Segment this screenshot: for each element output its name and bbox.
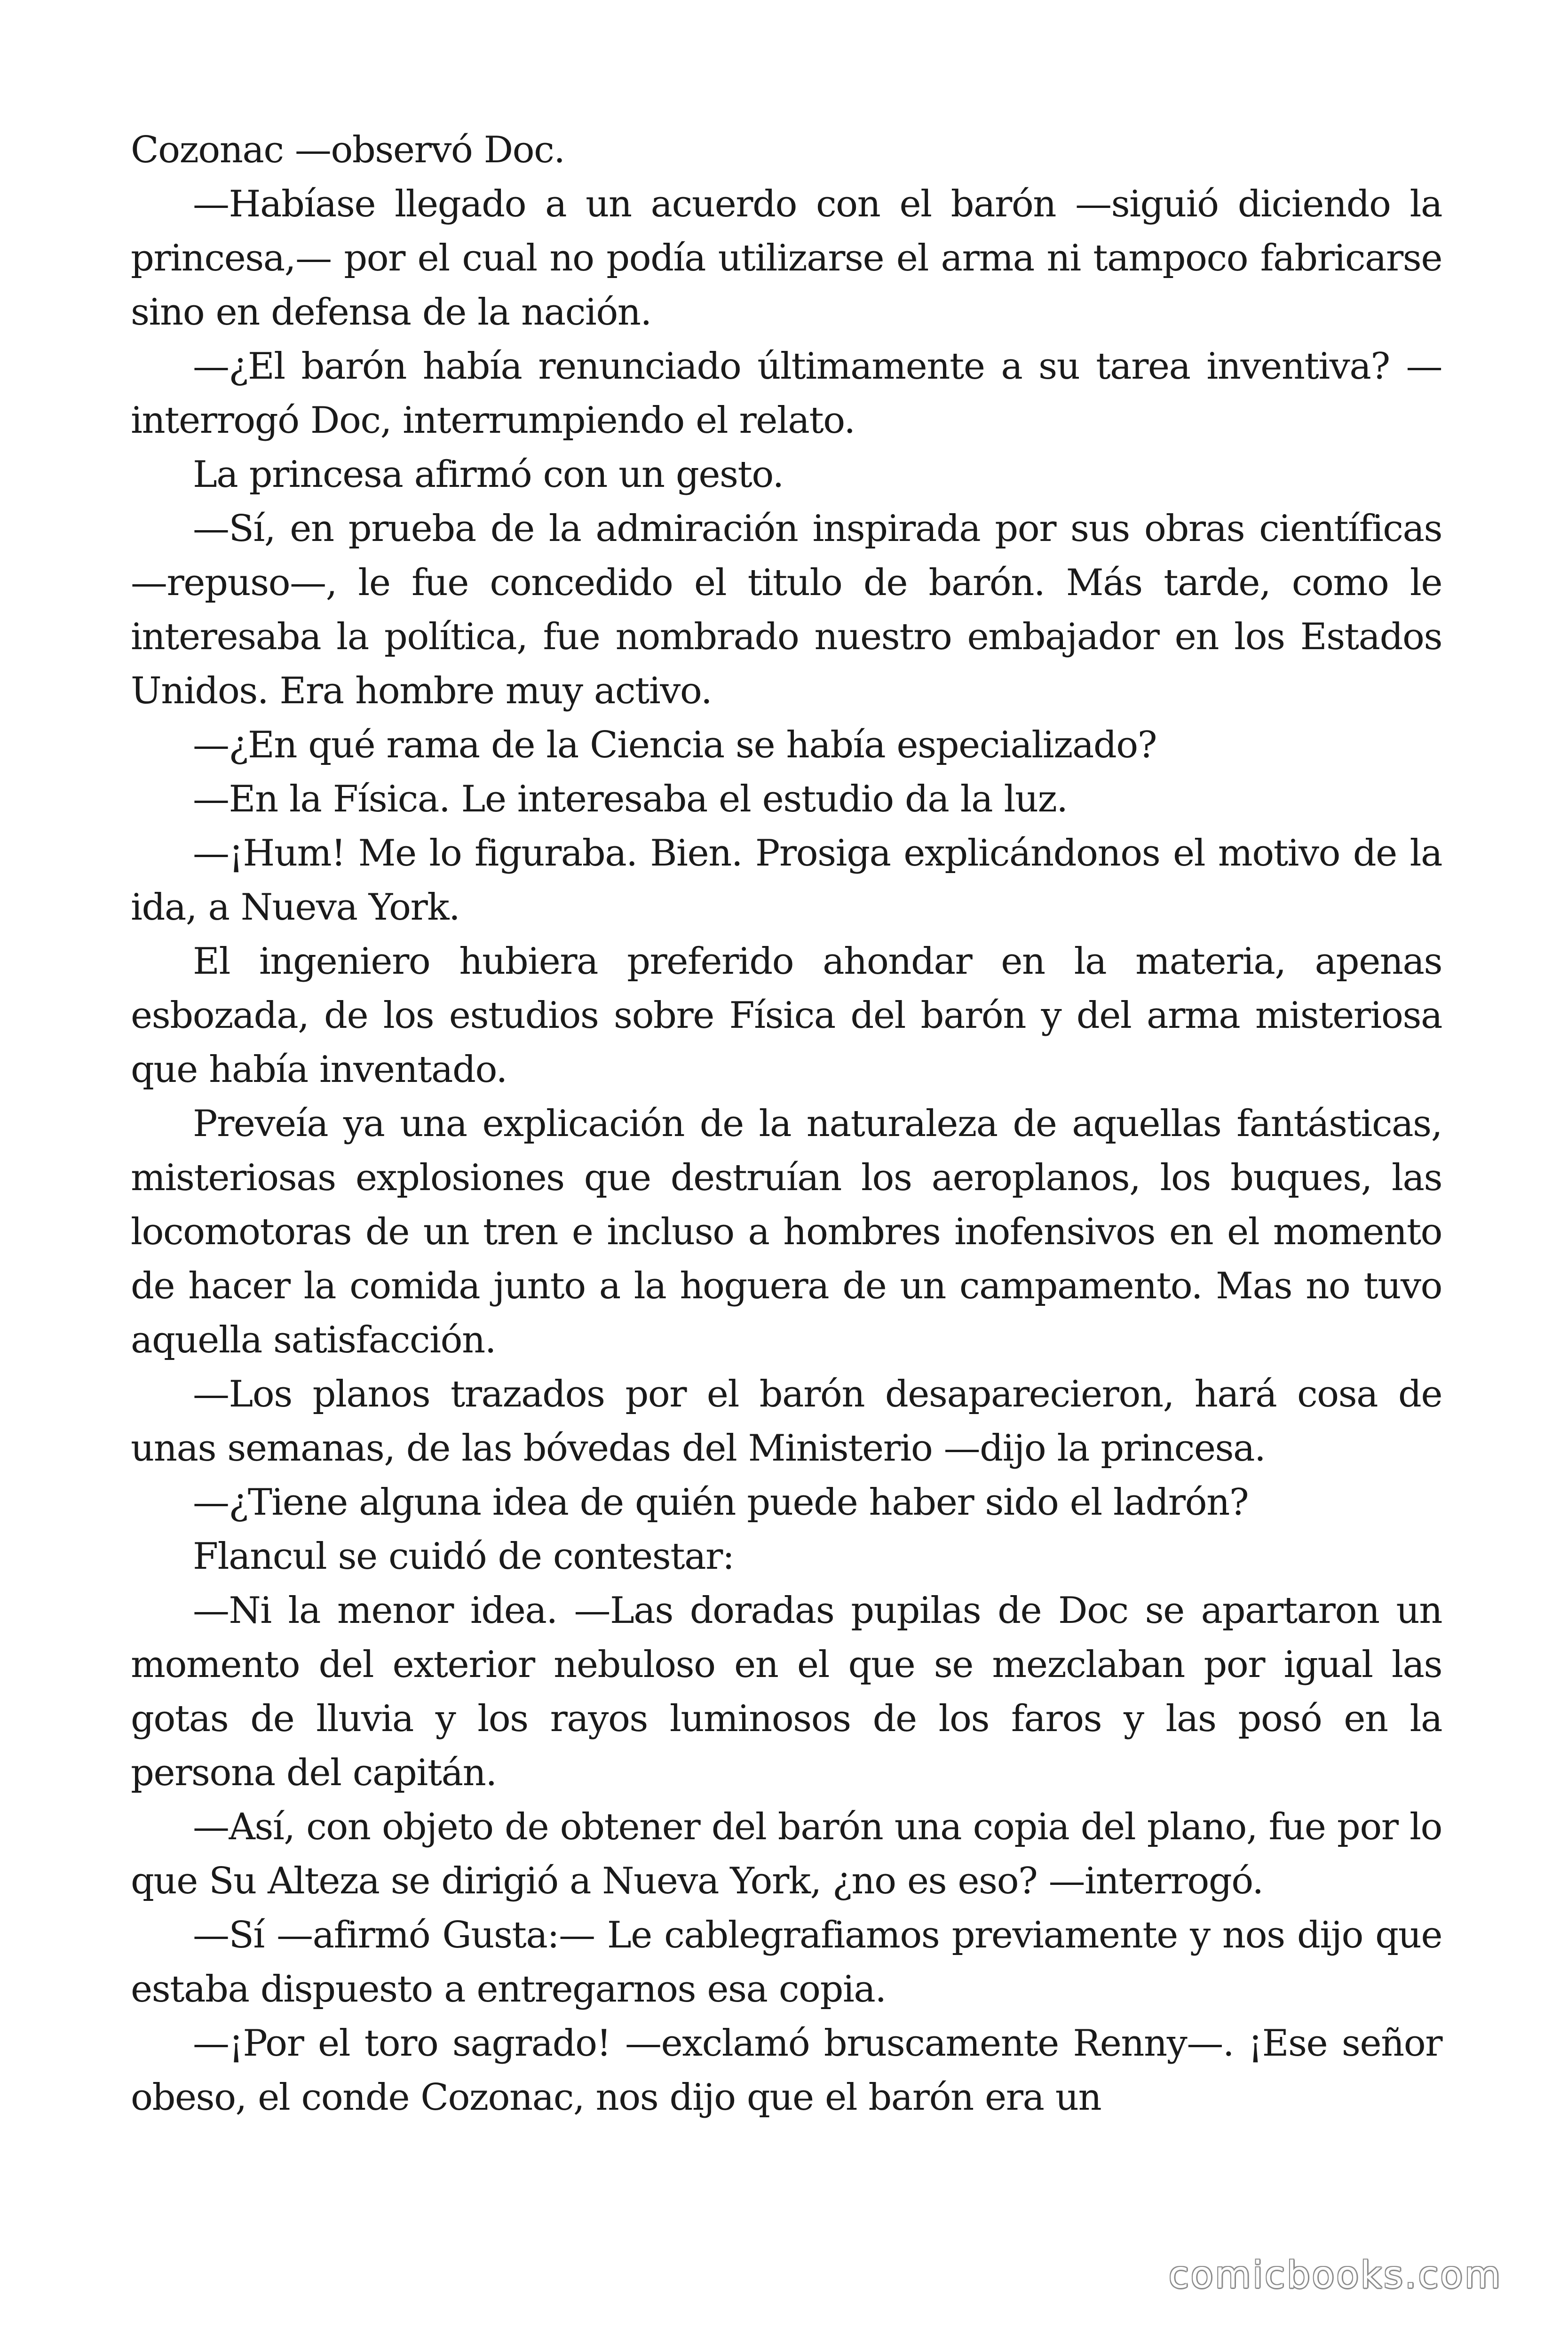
paragraph: —En la Física. Le interesaba el estudio da la luz. <box>193 778 1068 820</box>
body-text <box>131 123 1442 2125</box>
watermark: comicbooks.com <box>1168 2254 1502 2296</box>
paragraph: Preveía ya una explicación de la naturaleza de aquellas fantásticas, misteriosas explosiones que destruían los aeroplanos, los buques, las locomotoras de un tren e incluso a hombres inofensivos en el momento de hacer la comida junto a la hoguera de un campamento. Mas no tuvo aquella satisfacción. <box>131 1103 1442 1361</box>
paragraph: —Así, con objeto de obtener del barón una copia del plano, fue por lo que Su Alteza se dirigió a Nueva York, ¿no es eso? —interrogó. <box>131 1806 1442 1902</box>
paragraph: —¡Por el toro sagrado! —exclamó bruscamente Renny—. ¡Ese señor obeso, el conde Cozonac, nos dijo que el barón era un <box>131 2022 1442 2119</box>
paragraph: —Los planos trazados por el barón desaparecieron, hará cosa de unas semanas, de las bóvedas del Ministerio —dijo la princesa. <box>131 1373 1442 1470</box>
paragraph: —¿En qué rama de la Ciencia se había especializado? <box>193 724 1157 766</box>
paragraph: Cozonac —observó Doc. <box>131 129 565 171</box>
paragraph: Flancul se cuidó de contestar: <box>193 1535 734 1578</box>
paragraph: —Sí, en prueba de la admiración inspirada por sus obras científicas —repuso—, le fue concedido el titulo de barón. Más tarde, como le interesaba la política, fue nombrado nuestro embajador en los Estados Unidos. Era hombre muy activo. <box>131 508 1442 712</box>
paragraph: —¿El barón había renunciado últimamente a su tarea inventiva? —interrogó Doc, interrumpiendo el relato. <box>131 345 1442 442</box>
paragraph: La princesa afirmó con un gesto. <box>193 453 784 496</box>
paragraph: —Habíase llegado a un acuerdo con el barón —siguió diciendo la princesa,— por el cual no podía utilizarse el arma ni tampoco fabricarse sino en defensa de la nación. <box>131 183 1442 334</box>
paragraph: —¿Tiene alguna idea de quién puede haber sido el ladrón? <box>193 1481 1249 1524</box>
paragraph: —Sí —afirmó Gusta:— Le cablegrafiamos previamente y nos dijo que estaba dispuesto a entregarnos esa copia. <box>131 1914 1442 2010</box>
paragraph: El ingeniero hubiera preferido ahondar en la materia, apenas esbozada, de los estudios sobre Física del barón y del arma misteriosa que había inventado. <box>131 940 1442 1091</box>
paragraph: —Ni la menor idea. —Las doradas pupilas de Doc se apartaron un momento del exterior nebuloso en el que se mezclaban por igual las gotas de lluvia y los rayos luminosos de los faros y las posó en la persona del capitán. <box>131 1589 1442 1794</box>
paragraph: —¡Hum! Me lo figuraba. Bien. Prosiga explicándonos el motivo de la ida, a Nueva York. <box>131 832 1442 929</box>
